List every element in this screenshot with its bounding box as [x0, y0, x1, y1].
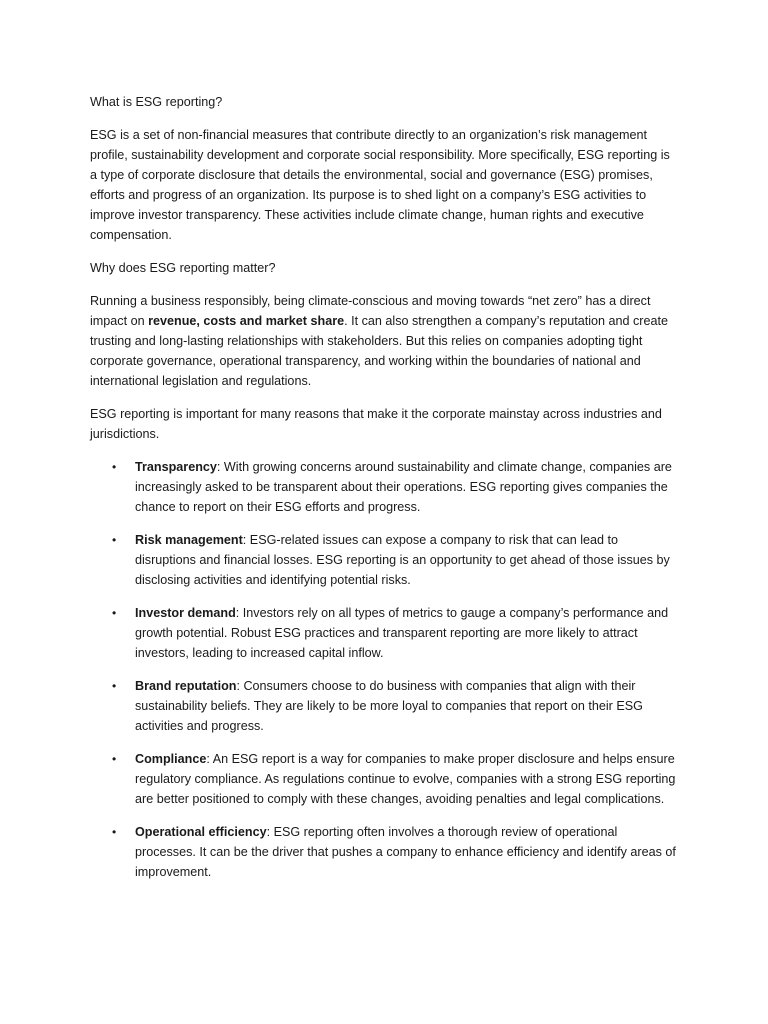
list-item-text: : An ESG report is a way for companies to make proper disclosure and helps ensure regulatory compliance. As regulations continue to evolve, companies with a strong ESG reporting are better positioned to comply with these changes, avoiding penalties and legal complications. — [135, 752, 676, 806]
list-item-investor-demand — [90, 603, 678, 663]
list-item-term: Investor demand — [135, 606, 236, 620]
paragraph-reasons-intro: ESG reporting is important for many reasons that make it the corporate mainstay across industries and jurisdictions. — [90, 407, 662, 441]
list-item-term: Risk management — [135, 533, 243, 547]
section-heading-why-esg-matters: Why does ESG reporting matter? — [90, 261, 276, 275]
paragraph-running-business — [90, 291, 678, 391]
bullet-icon: • — [112, 460, 117, 474]
paragraph-text-end: . It can also strengthen a company’s reputation and create trusting and long-lasting relationships with stakeholders. But this relies on companies adopting tight corporate governance, operational transparency, and working within the boundaries of national and international legislation and regulations. — [90, 314, 669, 388]
bullet-icon: • — [112, 606, 117, 620]
paragraph-text-start: Running a business responsibly, being climate-conscious and moving towards “net zero” has a direct impact on — [90, 294, 651, 328]
bullet-icon: • — [112, 679, 117, 693]
list-item-text: : Consumers choose to do business with companies that align with their sustainability beliefs. They are likely to be more loyal to companies that report on their ESG activities and progress. — [135, 679, 643, 733]
section-heading-what-is-esg: What is ESG reporting? — [90, 95, 223, 109]
reasons-bullet-list — [90, 457, 678, 882]
list-item-text: : With growing concerns around sustainability and climate change, companies are increasingly asked to be transparent about their operations. ESG reporting gives companies the chance to report on their ESG efforts and progress. — [135, 460, 672, 514]
list-item-term: Compliance — [135, 752, 207, 766]
list-item-text: : ESG-related issues can expose a company to risk that can lead to disruptions and financial losses. ESG reporting is an opportunity to get ahead of those issues by disclosing activities and identifying potential risks. — [135, 533, 670, 587]
bullet-icon: • — [112, 752, 117, 766]
bullet-icon: • — [112, 533, 117, 547]
list-item-term: Transparency — [135, 460, 217, 474]
list-item-text: : Investors rely on all types of metrics to gauge a company’s performance and growth potential. Robust ESG practices and transparent reporting are more likely to attract investors, leading to increased capital inflow. — [135, 606, 669, 660]
document-page — [90, 92, 678, 895]
list-item-compliance — [90, 749, 678, 809]
list-item-transparency — [90, 457, 678, 517]
bullet-icon: • — [112, 825, 117, 839]
list-item-term: Brand reputation — [135, 679, 237, 693]
list-item-operational-efficiency — [90, 822, 678, 882]
bold-phrase-revenue: revenue, costs and market share — [148, 314, 345, 328]
list-item-risk-management — [90, 530, 678, 590]
list-item-text: : ESG reporting often involves a thorough review of operational processes. It can be the driver that pushes a company to enhance efficiency and identify areas of improvement. — [135, 825, 676, 879]
list-item-brand-reputation — [90, 676, 678, 736]
paragraph-esg-definition: ESG is a set of non-financial measures that contribute directly to an organization’s risk management profile, sustainability development and corporate social responsibility. More specifically, ESG reporting is a type of corporate disclosure that details the environmental, social and governance (ESG) promises, efforts and progress of an organization. Its purpose is to shed light on a company’s ESG activities to improve investor transparency. These activities include climate change, human rights and executive compensation. — [90, 128, 670, 242]
list-item-term: Operational efficiency — [135, 825, 267, 839]
